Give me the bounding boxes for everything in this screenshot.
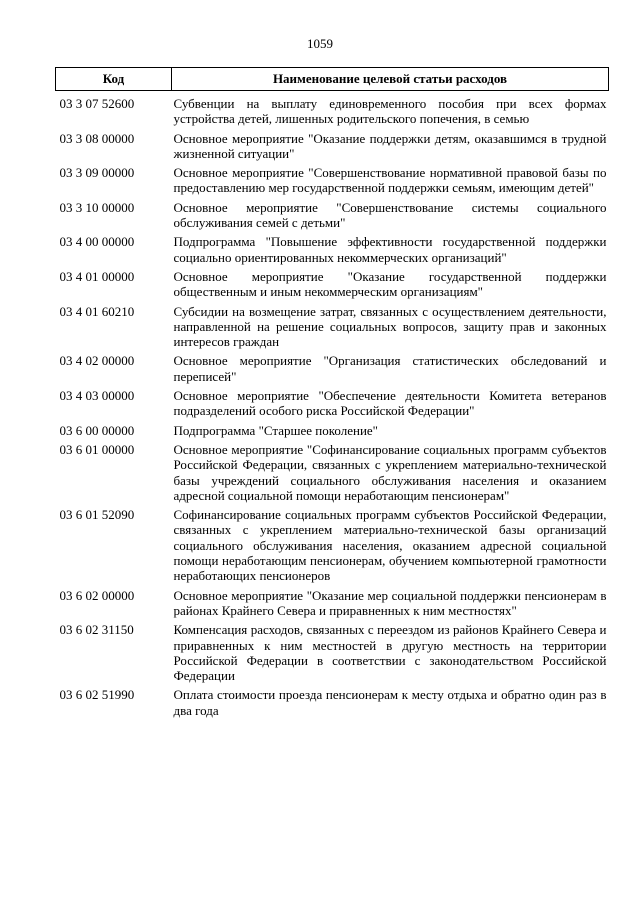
table-header [56,68,609,91]
row-code: 03 6 02 51990 [59,687,135,703]
row-name: Основное мероприятие "Оказание государственной поддержки общественным и иным некоммерческим организациям" [173,268,607,300]
row-code: 03 6 02 00000 [59,587,135,603]
table-header-row [56,68,609,91]
row-code: 03 4 03 00000 [59,388,135,404]
row-name: Подпрограмма "Старшее поколение" [173,422,378,438]
table-body [56,91,609,722]
row-name: Субвенции на выплату единовременного пособия при всех формах устройства детей, лишенных родительского попечения, в семью [173,96,607,127]
row-name: Основное мероприятие "Софинансирование социальных программ субъектов Российской Федерации, связанных с укреплением материально-технической базы учреждений социального обслуживания населения и оказанием адресной социальной помощи неработающим пенсионерам" [173,441,607,503]
row-name: Оплата стоимости проезда пенсионерам к месту отдыха и обратно один раз в два года [173,687,607,718]
row-code: 03 3 08 00000 [59,130,135,146]
table-row [56,423,609,442]
row-name: Основное мероприятие "Оказание мер социальной поддержки пенсионерам в районах Крайнего Севера и приравненных к ним местностях" [173,587,607,618]
row-code: 03 6 01 00000 [59,441,135,457]
row-code: 03 4 01 00000 [59,268,135,284]
table-row [56,687,609,722]
row-code: 03 3 07 52600 [59,96,135,111]
table-row [56,388,609,423]
table-row [56,442,609,507]
table-row [56,165,609,200]
row-name: Софинансирование социальных программ субъектов Российской Федерации, связанных с укреплением материально-технической базы организаций социального обслуживания населения, оказанием адресной социальной помощи неработающим пенсионерам, обучением компьютерной грамотности неработающих пенсионеров [173,507,607,584]
row-code: 03 6 01 52090 [59,507,135,523]
budget-classification-table [55,67,609,722]
name-column-header: Наименование целевой статьи расходов [172,68,609,91]
row-name: Компенсация расходов, связанных с переездом из районов Крайнего Севера и приравненных к ним местностей в другую местность на территории Российской Федерации в соответствии с законодательством Российской Федерации [173,622,607,684]
row-code: 03 6 00 00000 [59,422,135,438]
row-name: Субсидии на возмещение затрат, связанных с осуществлением деятельности, направленной на решение социальных вопросов, защиту прав и законных интересов граждан [173,303,607,350]
row-code: 03 3 09 00000 [59,165,135,181]
row-code: 03 4 01 60210 [59,303,135,319]
page-number: 1059 [307,36,333,51]
row-name: Основное мероприятие "Совершенствование системы социального обслуживания семей с детьми" [173,199,607,231]
table-row [56,131,609,166]
row-code: 03 6 02 31150 [59,622,134,638]
table-row [56,304,609,354]
table-row [56,507,609,587]
table-row [56,234,609,269]
row-name: Подпрограмма "Повышение эффективности государственной поддержки социально ориентированных некоммерческих организаций" [173,234,607,265]
table-row [56,269,609,304]
row-code: 03 4 00 00000 [59,234,135,250]
row-code: 03 4 02 00000 [59,353,135,369]
code-column-header: Код [56,68,172,91]
table-row [56,200,609,235]
table-row [56,588,609,623]
row-name: Основное мероприятие "Организация статистических обследований и переписей" [173,353,607,384]
table-row [56,353,609,388]
table-row [56,91,609,131]
row-name: Основное мероприятие "Оказание поддержки детям, оказавшимся в трудной жизненной ситуации" [173,130,607,161]
table-row [56,622,609,687]
row-code: 03 3 10 00000 [59,199,135,215]
row-name: Основное мероприятие "Обеспечение деятельности Комитета ветеранов подразделений особого риска Российской Федерации" [173,388,607,419]
row-name: Основное мероприятие "Совершенствование нормативной правовой базы по предоставлению мер государственной поддержки семьям, имеющим детей" [173,165,607,196]
